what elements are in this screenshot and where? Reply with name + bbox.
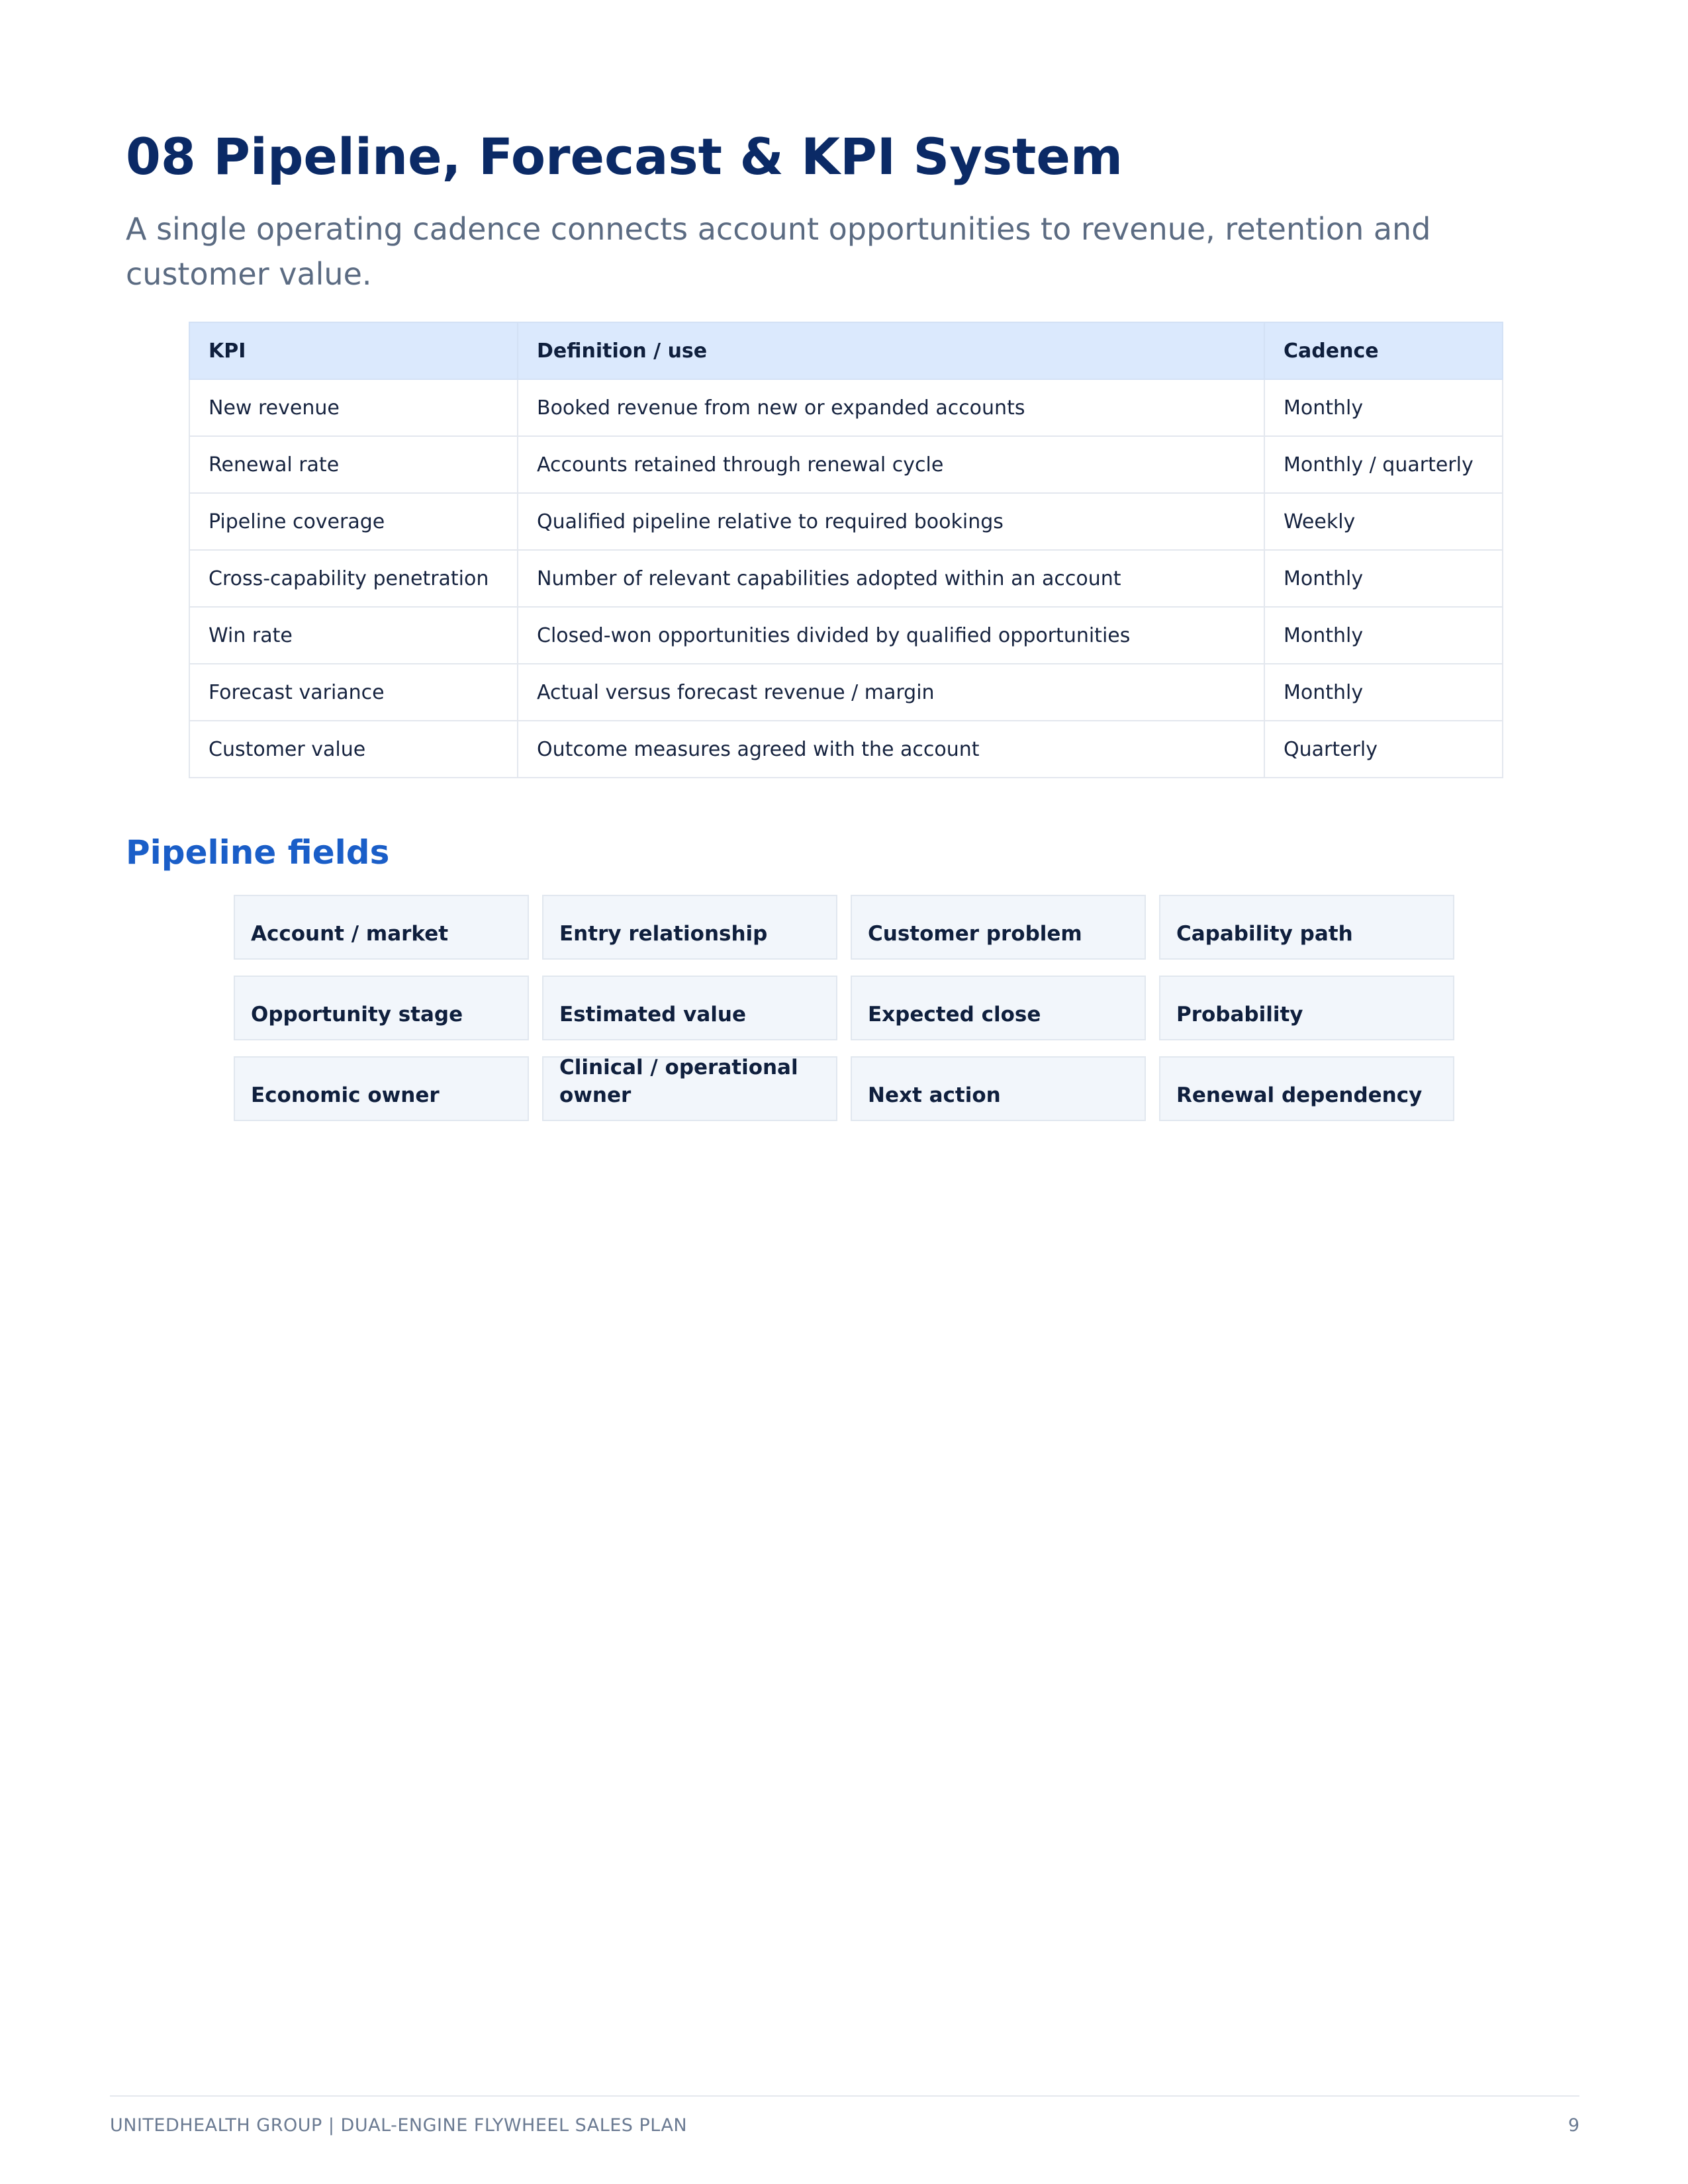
pipeline-fields-grid: [234, 895, 1455, 1121]
field-card: [234, 895, 529, 960]
field-card-label: Opportunity stage: [251, 1003, 463, 1026]
kpi-cell: Forecast variance: [189, 664, 518, 721]
field-card: [851, 1056, 1146, 1121]
field-card-label: Account / market: [251, 922, 449, 946]
table-row: [189, 379, 1503, 436]
field-card: [234, 1056, 529, 1121]
field-card: [542, 1056, 837, 1121]
table-row: [189, 607, 1503, 664]
kpi-cell: Customer value: [189, 721, 518, 778]
field-card-label: Renewal dependency: [1176, 1083, 1423, 1107]
field-card: [542, 976, 837, 1040]
field-card-label: Customer problem: [868, 922, 1082, 946]
column-header-definition: Definition / use: [518, 322, 1264, 379]
table-row: [189, 721, 1503, 778]
definition-cell: Outcome measures agreed with the account: [518, 721, 1264, 778]
column-header-kpi: KPI: [189, 322, 518, 379]
field-card-label: Expected close: [868, 1003, 1041, 1026]
field-card-label: Economic owner: [251, 1083, 440, 1107]
definition-cell: Booked revenue from new or expanded accounts: [518, 379, 1264, 436]
table-row: [189, 493, 1503, 550]
field-card: [542, 895, 837, 960]
field-card-label: Clinical / operational owner: [559, 1056, 798, 1107]
page-number: 9: [1568, 2115, 1579, 2136]
field-card-label: Capability path: [1176, 922, 1353, 946]
field-card-label: Entry relationship: [559, 922, 768, 946]
column-header-cadence: Cadence: [1264, 322, 1503, 379]
kpi-cell: Win rate: [189, 607, 518, 664]
field-card: [234, 976, 529, 1040]
field-card-label: Probability: [1176, 1003, 1303, 1026]
field-card: [1159, 1056, 1454, 1121]
cadence-cell: Monthly: [1264, 664, 1503, 721]
field-card: [851, 895, 1146, 960]
page-subtitle: A single operating cadence connects account opportunities to revenue, retention and customer value.: [126, 211, 1431, 292]
definition-cell: Actual versus forecast revenue / margin: [518, 664, 1264, 721]
kpi-cell: Renewal rate: [189, 436, 518, 493]
field-card-label: Next action: [868, 1083, 1001, 1107]
definition-cell: Accounts retained through renewal cycle: [518, 436, 1264, 493]
definition-cell: Closed-won opportunities divided by qualified opportunities: [518, 607, 1264, 664]
definition-cell: Number of relevant capabilities adopted within an account: [518, 550, 1264, 607]
cadence-cell: Weekly: [1264, 493, 1503, 550]
section-heading-pipeline-fields: Pipeline fields: [126, 833, 390, 872]
table-row: [189, 664, 1503, 721]
field-card: [1159, 895, 1454, 960]
footer-divider: [110, 2095, 1579, 2097]
page-title: 08 Pipeline, Forecast & KPI System: [126, 127, 1123, 186]
cadence-cell: Monthly: [1264, 379, 1503, 436]
field-card: [851, 976, 1146, 1040]
cadence-cell: Monthly: [1264, 607, 1503, 664]
kpi-cell: Pipeline coverage: [189, 493, 518, 550]
cadence-cell: Quarterly: [1264, 721, 1503, 778]
definition-cell: Qualified pipeline relative to required bookings: [518, 493, 1264, 550]
table-row: [189, 550, 1503, 607]
table-row: [189, 436, 1503, 493]
field-card-label: Estimated value: [559, 1003, 746, 1026]
kpi-cell: Cross-capability penetration: [189, 550, 518, 607]
footer-label: UNITEDHEALTH GROUP | DUAL-ENGINE FLYWHEEL SALES PLAN: [110, 2115, 688, 2136]
field-card: [1159, 976, 1454, 1040]
cadence-cell: Monthly / quarterly: [1264, 436, 1503, 493]
kpi-table: [189, 322, 1503, 778]
table-header-row: [189, 322, 1503, 379]
cadence-cell: Monthly: [1264, 550, 1503, 607]
kpi-cell: New revenue: [189, 379, 518, 436]
